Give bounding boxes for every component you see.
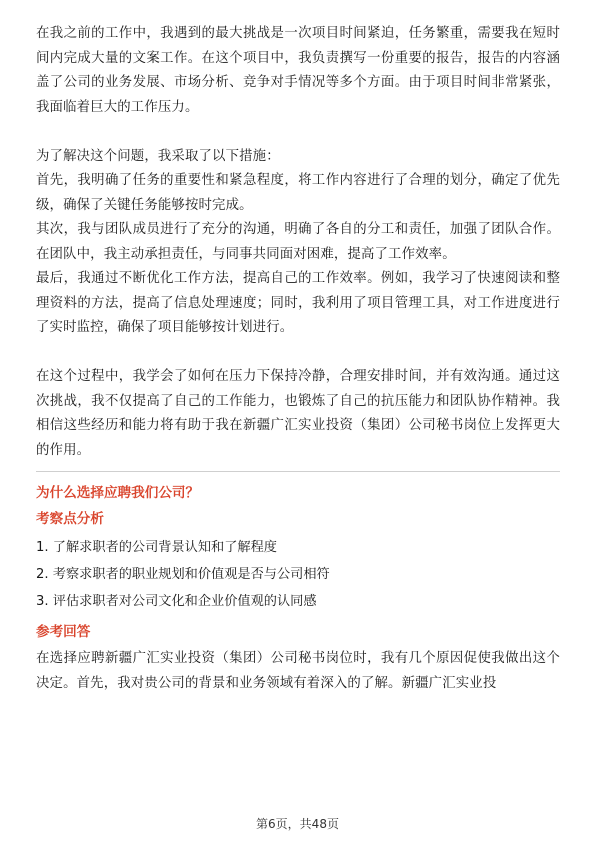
analysis-point: 2. 考察求职者的职业规划和价值观是否与公司相符: [36, 567, 330, 582]
answer-paragraph: 在选择应聘新疆广汇实业投资（集团）公司秘书岗位时，我有几个原因促使我做出这个决定。首先，我对贵公司的背景和业务领域有着深入的了解。新疆广汇实业投: [36, 651, 560, 691]
intro-paragraph: 在我之前的工作中，我遇到的最大挑战是一次项目时间紧迫，任务繁重，需要我在短时间内完成大量的文案工作。在这个项目中，我负责撰写一份重要的报告，报告的内容涵盖了公司的业务发展、市场分析、竞争对手情况等多个方面。由于项目时间非常紧张，我面临着巨大的工作压力。: [36, 26, 560, 115]
question-title: 为什么选择应聘我们公司？: [36, 485, 200, 501]
section-divider: [36, 471, 560, 472]
answer-heading: 参考回答: [36, 624, 91, 640]
analysis-point: 3. 评估求职者对公司文化和企业价值观的认同感: [36, 594, 317, 609]
paragraph-gap: [36, 341, 560, 366]
analysis-points: [36, 534, 560, 615]
analysis-point: 1. 了解求职者的公司背景认知和了解程度: [36, 540, 277, 555]
paragraph-gap: [36, 120, 560, 145]
measure-item-second: 其次，我与团队成员进行了充分的沟通，明确了各自的分工和责任，加强了团队合作。在团队中，我主动承担责任，与同事共同面对困难，提高了工作效率。: [36, 222, 560, 262]
conclusion-paragraph: 在这个过程中，我学会了如何在压力下保持冷静，合理安排时间，并有效沟通。通过这次挑战，我不仅提高了自己的工作能力，也锻炼了自己的抗压能力和团队协作精神。我相信这些经历和能力将有助于我在新疆广汇实业投资（集团）公司秘书岗位上发挥更大的作用。: [36, 369, 560, 458]
document-body: [36, 22, 560, 696]
measures-lead: 为了解决这个问题，我采取了以下措施：: [36, 148, 280, 164]
measure-item-first: 首先，我明确了任务的重要性和紧急程度，将工作内容进行了合理的划分，确定了优先级，确保了关键任务能够按时完成。: [36, 173, 560, 213]
measure-item-third: 最后，我通过不断优化工作方法，提高自己的工作效率。例如，我学习了快速阅读和整理资料的方法，提高了信息处理速度；同时，我利用了项目管理工具，对工作进度进行了实时监控，确保了项目能够按计划进行。: [36, 271, 560, 335]
page-number: 第6页，共48页: [256, 817, 339, 831]
analysis-heading: 考察点分析: [36, 511, 104, 527]
